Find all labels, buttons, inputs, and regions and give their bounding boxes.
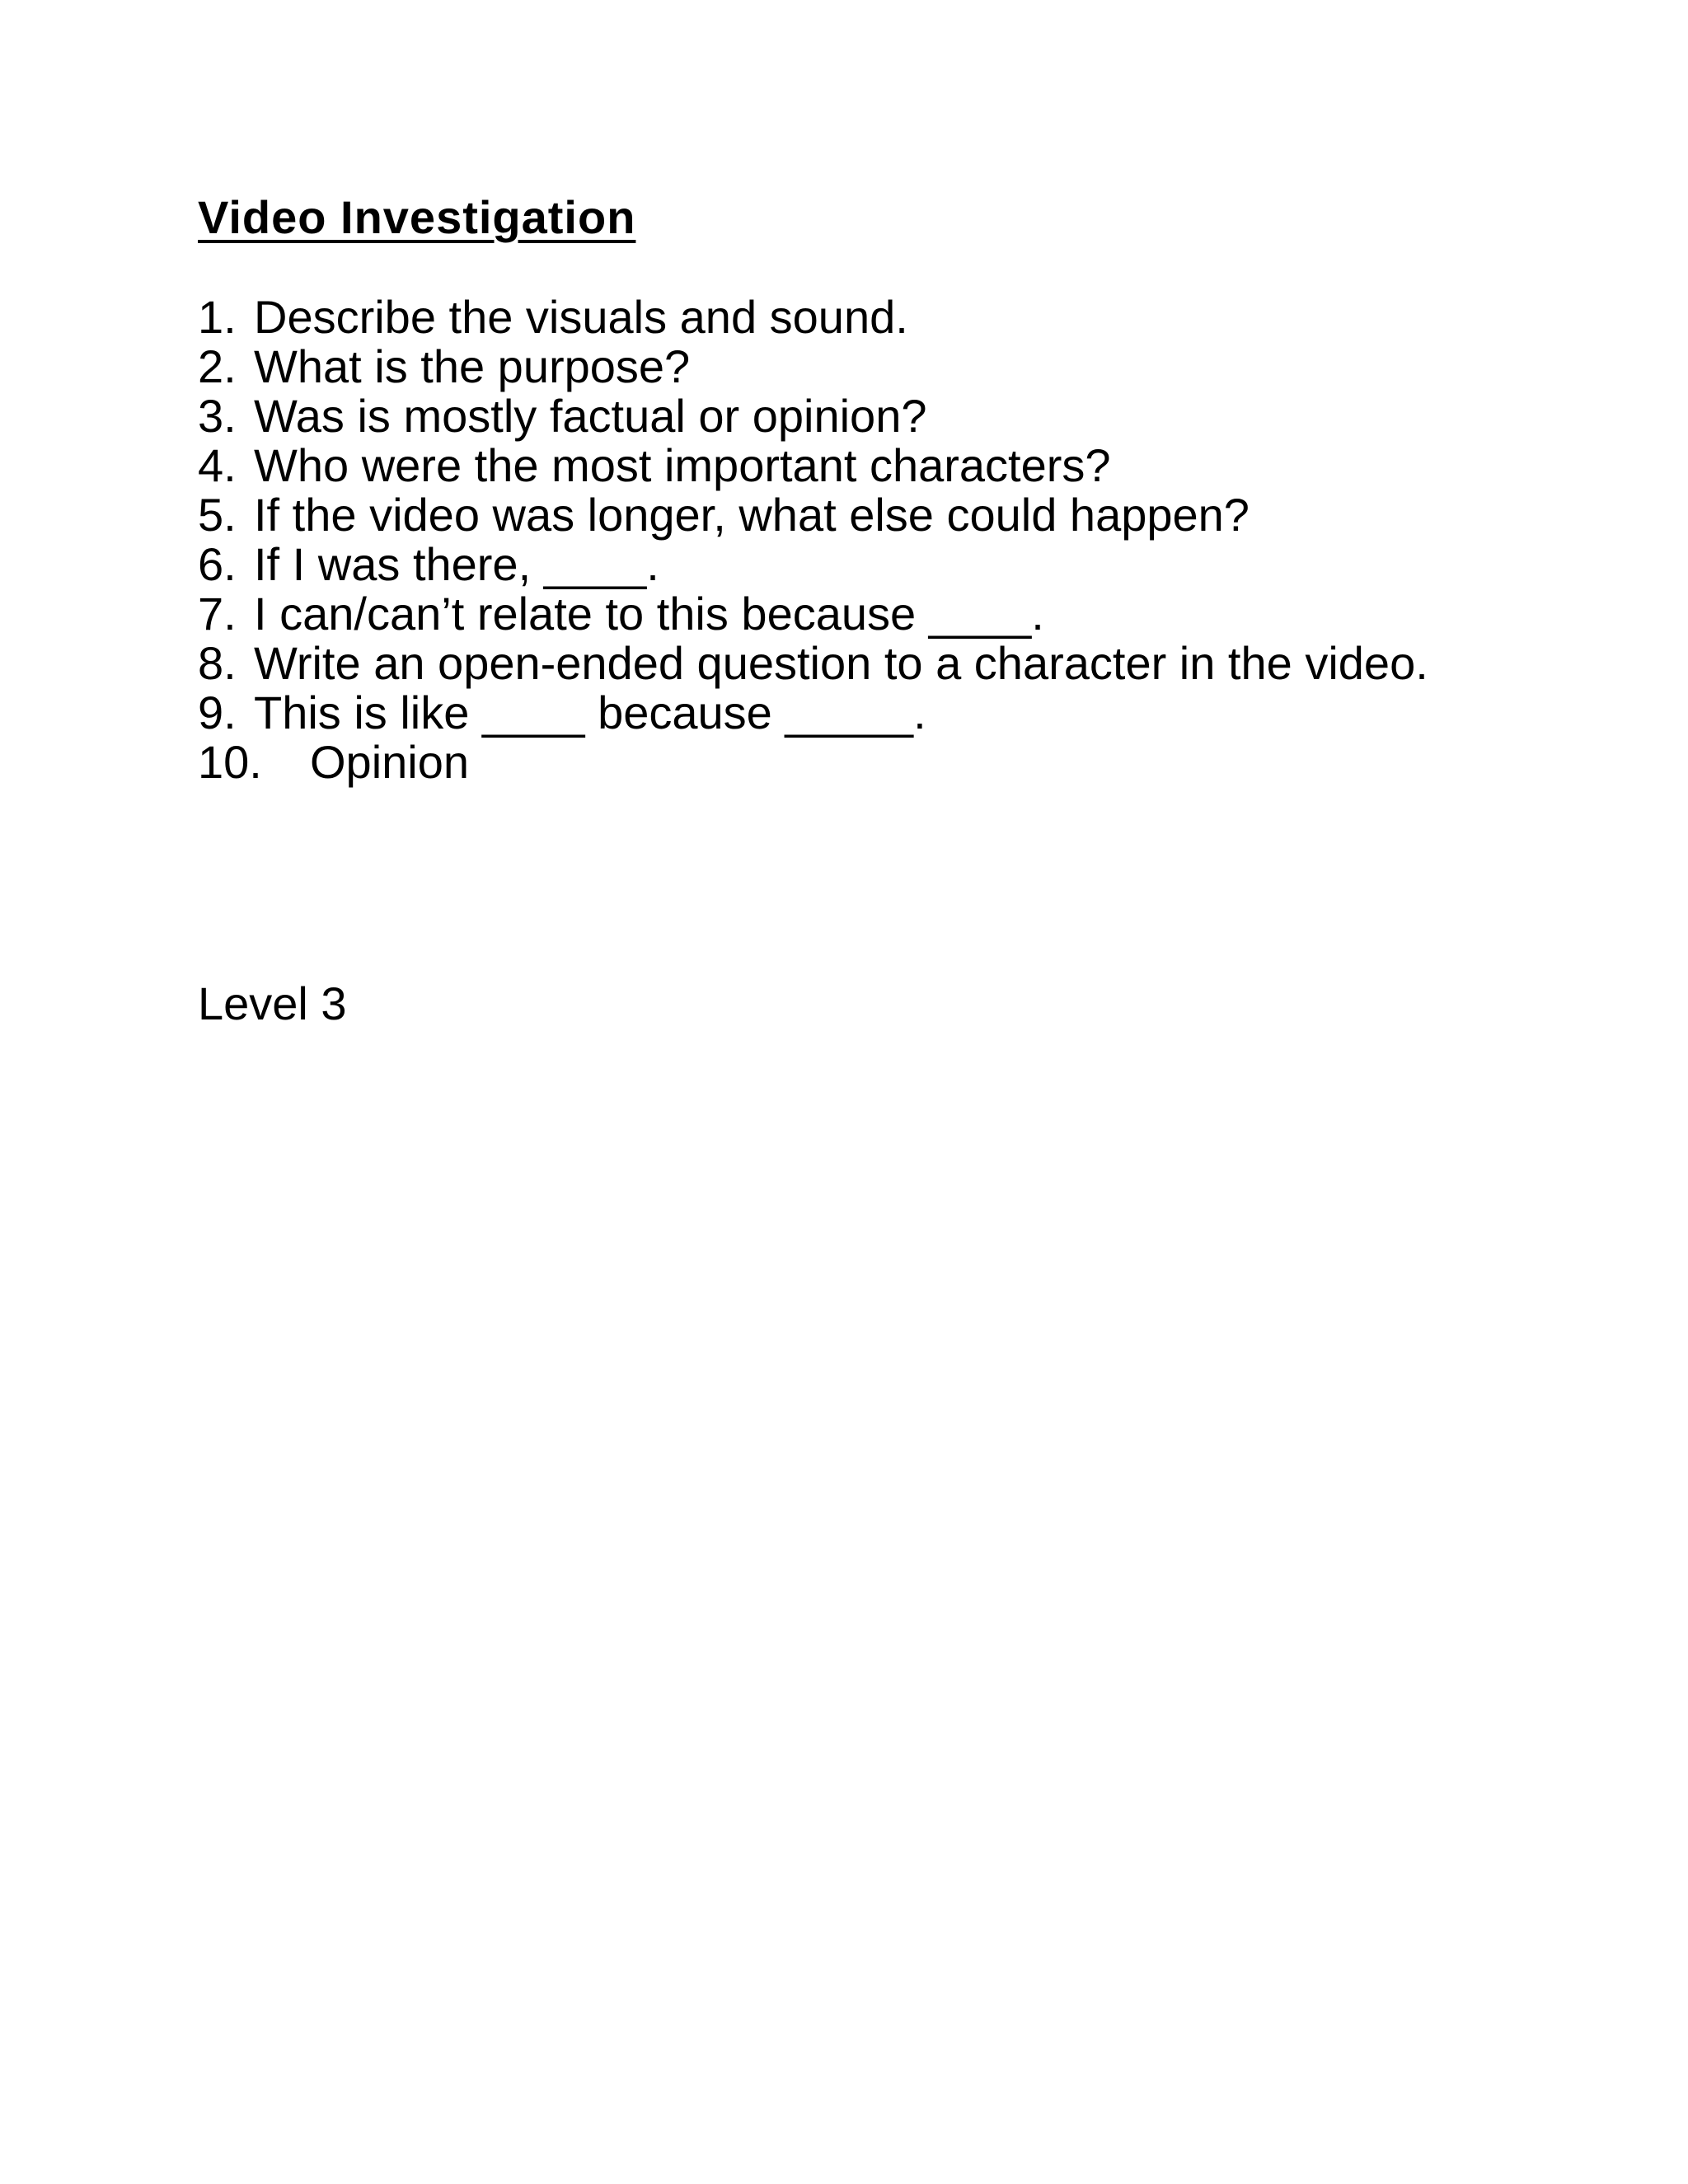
question-number: 1. bbox=[198, 291, 237, 343]
question-number: 7. bbox=[198, 588, 237, 640]
question-text: If the video was longer, what else could happen? bbox=[254, 489, 1250, 541]
question-text: I can/can’t relate to this because ____. bbox=[254, 588, 1044, 640]
question-text: Describe the visuals and sound. bbox=[254, 291, 908, 343]
question-number: 8. bbox=[198, 637, 237, 689]
question-item bbox=[198, 589, 1451, 639]
question-text: Write an open-ended question to a character in the video. bbox=[254, 637, 1428, 689]
question-text: Who were the most important characters? bbox=[254, 439, 1111, 491]
document-title: Video Investigation bbox=[198, 191, 636, 243]
question-item bbox=[198, 639, 1451, 688]
question-number: 4. bbox=[198, 439, 237, 491]
question-number: 3. bbox=[198, 390, 237, 442]
question-item bbox=[198, 441, 1451, 490]
question-item bbox=[198, 688, 1451, 738]
question-number: 6. bbox=[198, 538, 237, 590]
question-list bbox=[198, 293, 1451, 787]
question-text: Was is mostly factual or opinion? bbox=[254, 390, 927, 442]
question-item bbox=[198, 342, 1451, 391]
level-label: Level 3 bbox=[198, 977, 347, 1029]
question-text: If I was there, ____. bbox=[254, 538, 659, 590]
question-item bbox=[198, 293, 1451, 342]
question-text: What is the purpose? bbox=[254, 340, 691, 392]
question-item bbox=[198, 391, 1451, 441]
question-number: 10. bbox=[198, 736, 262, 788]
question-item bbox=[198, 738, 1451, 787]
question-number: 2. bbox=[198, 340, 237, 392]
question-text: Opinion bbox=[310, 736, 470, 788]
question-item bbox=[198, 490, 1451, 540]
question-text: This is like ____ because _____. bbox=[254, 687, 926, 738]
question-item bbox=[198, 540, 1451, 589]
question-number: 5. bbox=[198, 489, 237, 541]
question-number: 9. bbox=[198, 687, 237, 738]
